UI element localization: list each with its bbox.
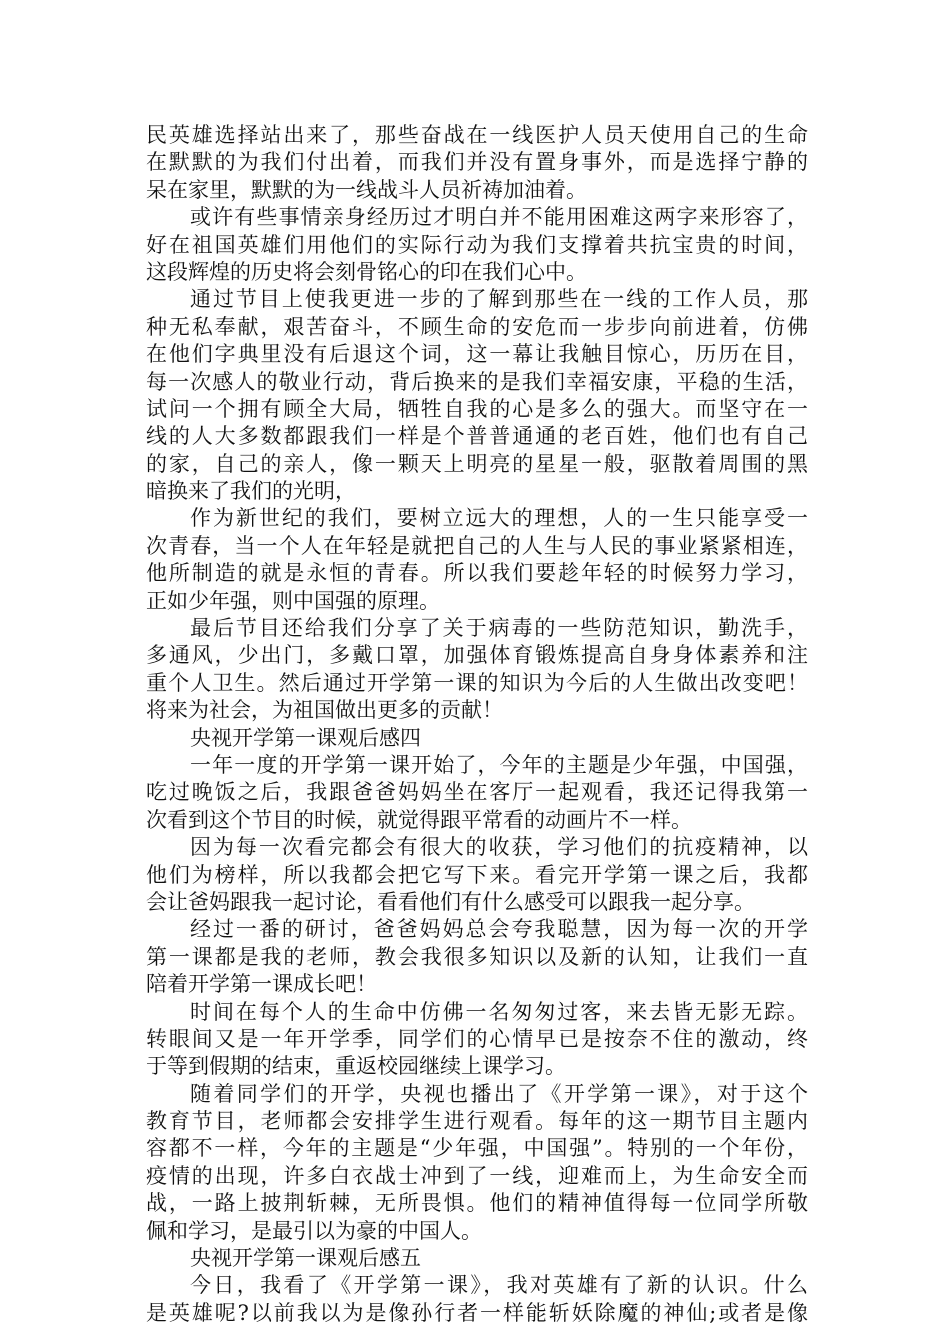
- section-heading: [146, 725, 808, 752]
- text-line: 因为每一次看完都会有很大的收获，学习他们的抗疫精神，以: [190, 835, 808, 860]
- paragraph: [146, 505, 808, 615]
- text-line: 次青春，当一个人在年轻是就把自己的人生与人民的事业紧紧相连，: [146, 533, 808, 558]
- text-line: 容都不一样，今年的主题是“少年强，中国强”。特别的一个年份，: [146, 1136, 808, 1161]
- text-line: 于等到假期的结束，重返校园继续上课学习。: [146, 1054, 566, 1079]
- text-line: 种无私奉献，艰苦奋斗，不顾生命的安危而一步步向前进着，仿佛: [146, 314, 808, 339]
- text-line: 是英雄呢?以前我以为是像孙行者一样能斩妖除魔的神仙;或者是像: [146, 1300, 808, 1325]
- text-line: 佩和学习，是最引以为豪的中国人。: [146, 1218, 482, 1243]
- text-line: 陪着开学第一课成长吧！: [146, 972, 377, 997]
- text-line: 教育节目，老师都会安排学生进行观看。每年的这一期节目主题内: [146, 1109, 808, 1134]
- text-line: 转眼间又是一年开学季，同学们的心情早已是按奈不住的激动，终: [146, 1026, 808, 1051]
- text-line: 线的人大多数都跟我们一样是个普普通通的老百姓，他们也有自己: [146, 424, 808, 449]
- text-line: 今日，我看了《开学第一课》，我对英雄有了新的认识。什么: [190, 1273, 808, 1298]
- text-line: 在他们字典里没有后退这个词，这一幕让我触目惊心，历历在目，: [146, 342, 808, 367]
- text-line: 会让爸妈跟我一起讨论，看看他们有什么感受可以跟我一起分享。: [146, 889, 755, 914]
- text-line: 战，一路上披荆斩棘，无所畏惧。他们的精神值得每一位同学所敬: [146, 1191, 808, 1216]
- text-line: 这段辉煌的历史将会刻骨铭心的印在我们心中。: [146, 259, 587, 284]
- paragraph: [146, 916, 808, 998]
- text-line: 民英雄选择站出来了，那些奋战在一线医护人员天使用自己的生命: [146, 123, 808, 147]
- text-line: 随着同学们的开学，央视也播出了《开学第一课》，对于这个: [190, 1081, 808, 1106]
- paragraph: [146, 752, 808, 834]
- text-line: 他所制造的就是永恒的青春。所以我们要趁年轻的时候努力学习，: [146, 561, 808, 586]
- paragraph: [146, 999, 808, 1081]
- text-line: 吃过晚饭之后，我跟爸爸妈妈坐在客厅一起观看，我还记得我第一: [146, 780, 808, 805]
- text-line: 每一次感人的敬业行动，背后换来的是我们幸福安康，平稳的生活，: [146, 369, 808, 394]
- text-line: 经过一番的研讨，爸爸妈妈总会夸我聪慧，因为每一次的开学: [190, 917, 808, 942]
- paragraph: [146, 286, 808, 505]
- paragraph: [146, 1272, 808, 1327]
- paragraph: [146, 1081, 808, 1245]
- text-line: 在默默的为我们付出着，而我们并没有置身事外，而是选择宁静的: [146, 150, 808, 175]
- text-line: 重个人卫生。然后通过开学第一课的知识为今后的人生做出改变吧！: [146, 670, 808, 695]
- text-line: 疫情的出现，许多白衣战士冲到了一线，迎难而上，为生命安全而: [146, 1163, 808, 1188]
- text-line: 的家，自己的亲人，像一颗天上明亮的星星一般，驱散着周围的黑: [146, 451, 808, 476]
- text-line: 正如少年强，则中国强的原理。: [146, 588, 440, 613]
- document-body: [146, 122, 808, 1327]
- paragraph: [146, 834, 808, 916]
- text-line: 或许有些事情亲身经历过才明白并不能用困难这两字来形容了，: [190, 205, 808, 230]
- text-line: 通过节目上使我更进一步的了解到那些在一线的工作人员，那: [190, 287, 808, 312]
- heading-text: 央视开学第一课观后感四: [190, 725, 421, 750]
- text-line: 试问一个拥有顾全大局，牺牲自我的心是多么的强大。而坚守在一: [146, 396, 808, 421]
- text-line: 将来为社会，为祖国做出更多的贡献！: [146, 698, 503, 723]
- text-line: 作为新世纪的我们，要树立远大的理想，人的一生只能享受一: [190, 506, 808, 531]
- heading-text: 央视开学第一课观后感五: [190, 1246, 421, 1271]
- text-line: 一年一度的开学第一课开始了，今年的主题是少年强，中国强，: [190, 752, 808, 777]
- text-line: 第一课都是我的老师，教会我很多知识以及新的认知，让我们一直: [146, 944, 808, 969]
- paragraph: [146, 122, 808, 204]
- paragraph: [146, 615, 808, 725]
- text-line: 好在祖国英雄们用他们的实际行动为我们支撑着共抗宝贵的时间，: [146, 232, 808, 257]
- section-heading: [146, 1245, 808, 1272]
- text-line: 最后节目还给我们分享了关于病毒的一些防范知识，勤洗手，: [190, 616, 808, 641]
- text-line: 他们为榜样，所以我都会把它写下来。看完开学第一课之后，我都: [146, 862, 808, 887]
- text-line: 呆在家里，默默的为一线战斗人员祈祷加油着。: [146, 177, 587, 202]
- text-line: 多通风，少出门，多戴口罩，加强体育锻炼提高自身身体素养和注: [146, 643, 808, 668]
- paragraph: [146, 204, 808, 286]
- text-line: 时间在每个人的生命中仿佛一名匆匆过客，来去皆无影无踪。: [190, 999, 808, 1024]
- text-line: 次看到这个节目的时候，就觉得跟平常看的动画片不一样。: [146, 807, 692, 832]
- text-line: 暗换来了我们的光明，: [146, 479, 356, 504]
